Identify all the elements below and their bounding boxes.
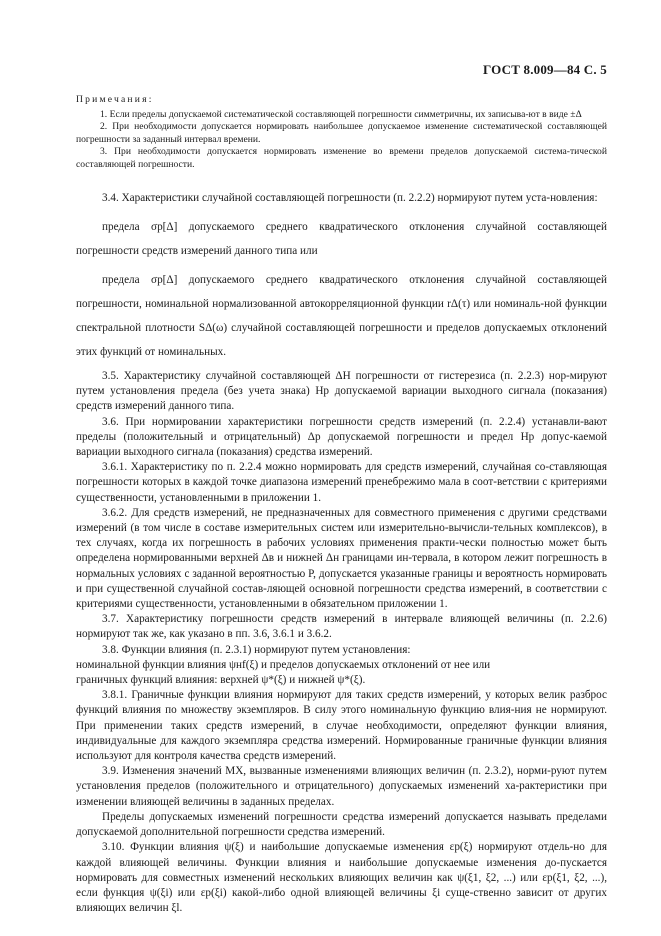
paragraph: номинальной функции влияния ψнf(ξ) и пределов допускаемых отклонений от нее или (76, 658, 491, 671)
paragraph: предела σр[Δ] допускаемого среднего квадратического отклонения случайной составляющей погрешности, номинальной нормализованной автокорреляционной функции rΔ(τ) или номиналь-ной функции спектральной плотности SΔ(ω) случайной составляющей погрешности и пределов допускаемых отклонений этих функций от номинальных. (76, 274, 607, 358)
paragraph: Пределы допускаемых изменений погрешности средства измерений допускается называть пределами допускаемой дополнительной погрешности средства измерений. (76, 810, 607, 839)
paragraph: 3.6.1. Характеристику по п. 2.2.4 можно нормировать для средств измерений, случайная со-ставляющая погрешности которых в каждой точке диапазона измерений пренебрежимо мала в соот-ветствии с критериями существенности, установленными в приложении 1. (76, 461, 607, 504)
paragraph: 3.10. Функции влияния ψ(ξ) и наибольшие допускаемые изменения εр(ξ) нормируют отдель-но для каждой влияющей величины. Функции влияния и наибольшие допускаемые изменения до-пускается нормировать для совместных изменений нескольких влияющих величин как ψ(ξ1, ξ2, ...) или εр(ξ1, ξ2, ...), если функция ψ(ξi) или εр(ξi) какой-либо одной влияющей величины ξi суще-ственно зависит от других влияющих величин ξl. (76, 841, 607, 915)
paragraph: 3.6. При нормировании характеристики погрешности средств измерений (п. 2.2.4) устанавли-вают пределы (положительный и отрицательный) Δp допускаемой погрешности и предел Hp допус-каемой вариации выходного сигнала (показания) средства измерений. (76, 415, 607, 459)
page-header: ГОСТ 8.009—84 С. 5 (482, 62, 607, 77)
paragraph: предела σр[Δ] допускаемого среднего квадратического отклонения случайной составляющей погрешности средств измерений данного типа или (76, 221, 607, 257)
paragraph: 3.6.2. Для средств измерений, не предназначенных для совместного применения с другими средствами измерений (в том числе в составе измерительных систем или измерительно-вычисли-тельных комплексов), в тех случаях, когда их погрешность в рабочих условиях применения практи-чески полностью может быть определена нормированными верхней Δв и нижней Δн границами ин-тервала, в котором лежит погрешность в нормальных условиях с заданной вероятностью P, допускается указанные границы и вероятность нормировать и при существенной случайной состав-ляющей основной погрешности средства измерений, в соответствии с критериями существенности, установленными в обязательном приложении 1. (76, 506, 607, 611)
note-item: 2. При необходимости допускается нормировать наибольшее допускаемое изменение систематической составляющей погрешности за заданный интервал времени. (76, 121, 607, 145)
paragraph: 3.9. Изменения значений МХ, вызванные изменениями влияющих величин (п. 2.3.2), норми-руют путем установления пределов (положительного и отрицательного) допускаемых изменений ха-рактеристики при изменении влияющей величины в заданных пределах. (76, 765, 607, 808)
paragraph: граничных функций влияния: верхней ψ*(ξ) и нижней ψ*(ξ). (76, 674, 366, 687)
notes-block (76, 94, 607, 171)
paragraph: 3.7. Характеристику погрешности средств измерений в интервале влияющей величины (п. 2.2.6) нормируют так же, как указано в пп. 3.6, 3.6.1 и 3.6.2. (76, 613, 607, 641)
paragraph: 3.4. Характеристики случайной составляющей погрешности (п. 2.2.2) нормируют путем уста-новления: (102, 192, 598, 204)
note-item: 3. При необходимости допускается нормировать изменение во времени пределов допускаемой система-тической составляющей погрешности. (76, 146, 607, 170)
document-body (76, 186, 607, 916)
note-item: 1. Если пределы допускаемой систематической составляющей погрешности симметричны, их записыва-ют в виде ±Δ (100, 108, 582, 120)
paragraph: 3.8.1. Граничные функции влияния нормируют для таких средств измерений, у которых велик разброс функций влияния по множеству экземпляров. В силу этого номинальную функцию влия-ния не нормируют. При применении таких средств измерений, в случае необходимости, определяют функции влияния, индивидуальные для каждого экземпляра средства измерений. Нормированные граничные функции влияния используют для контроля качества средств измерений. (76, 689, 607, 763)
notes-title: Примечания: (76, 94, 154, 105)
paragraph: 3.5. Характеристику случайной составляющей ΔH погрешности от гистерезиса (п. 2.2.3) нор-мируют путем установления предела (без учета знака) Hp допускаемой вариации выходного сигнала (показания) средств измерений данного типа. (76, 370, 607, 413)
paragraph: 3.8. Функции влияния (п. 2.3.1) нормируют путем установления: (102, 643, 411, 656)
